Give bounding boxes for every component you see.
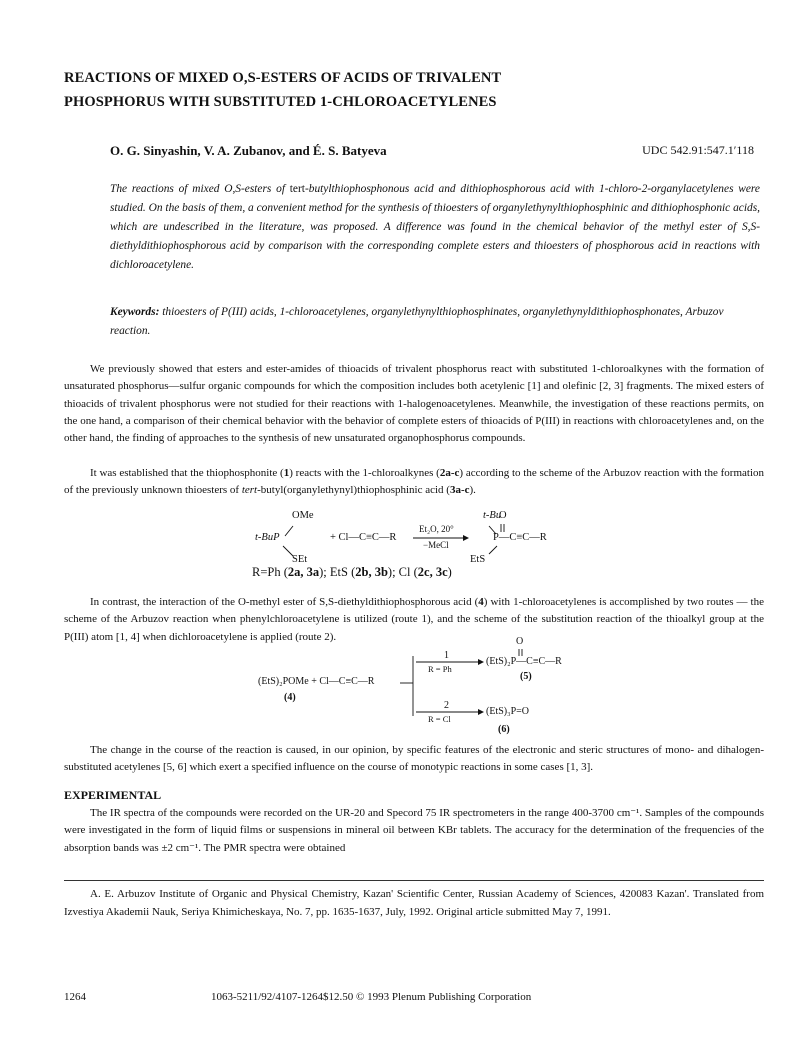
paragraph-experimental: The IR spectra of the compounds were recorded on the UR-20 and Specord 75 IR spectrometers in the range 400-3700 cm⁻¹. Samples of the compounds were investigated in the form of liquid films or suspensions in mineral oil between KBr tablets. The accuracy for the determination of the frequencies of the absorption bands was ±2 cm⁻¹. The PMR spectra were obtained	[64, 807, 764, 854]
compound-5-label: (5)	[520, 671, 532, 682]
conditions-top: Et₂O, 20°	[419, 524, 454, 534]
oxo-group: O	[499, 510, 507, 521]
route-1-condition: R = Ph	[428, 664, 452, 674]
copyright-line: 1063-5211/92/4107-1264$12.50 © 1993 Plenum Publishing Corporation	[211, 991, 532, 1003]
paragraph-thiophosphonite: It was established that the thiophosphonite (1) reacts with the 1-chloroalkynes (2a-c) according to the scheme of the Arbuzov reaction with the formation of the previously unknown thioesters of tert-butyl(organylethynyl)thiophosphinic acid (3a-c).	[64, 467, 765, 497]
scheme-2-reactants: (EtS)₂POMe + Cl—C≡C—R	[258, 676, 375, 687]
compound-6-label: (6)	[498, 724, 510, 735]
udc-code: UDC 542.91:547.1′118	[642, 143, 754, 157]
tbup-group: t-BuP	[255, 532, 280, 543]
keywords-text: thioesters of P(III) acids, 1-chloroacetylenes, organylethynylthiophosphinates, organylethynyldithiophosphonates, Arbuzov reaction.	[110, 306, 724, 337]
ets-group: EtS	[470, 554, 486, 565]
abstract-rest: -butylthiophosphonous acid and dithiophosphorous acid with 1-chloro-2-organylacetylenes were studied. On the basis of them, a convenient method for the synthesis of thioesters of organylethynylthiophosphinic and dithiophosphonic acids, which are undescribed in the literature, was proposed. A difference was found in the chemical behavior of the methyl ester of S,S-diethyldithiophosphorous acid by comparison with the corresponding complete esters and thioesters of phosphorous acid in reactions with dichloroacetylene.	[110, 183, 760, 271]
byline	[110, 143, 760, 163]
keywords	[110, 303, 760, 341]
set-group: SEt	[292, 554, 308, 565]
product-5: (EtS)₂P—C≡C—R	[486, 656, 562, 667]
affiliation-footnote: A. E. Arbuzov Institute of Organic and Physical Chemistry, Kazan' Scientific Center, Russian Academy of Sciences, 420083 Kazan'. Translated from Izvestiya Akademii Nauk, Seriya Khimicheskaya, No. 7, pp. 1635-1637, July, 1992. Original article submitted May 7, 1991.	[64, 888, 764, 918]
substituent-legend: R=Ph (2a, 3a); EtS (2b, 3b); Cl (2c, 3c)	[252, 565, 452, 579]
title-line-2: PHOSPHORUS WITH SUBSTITUTED 1-CHLOROACETYLENES	[64, 94, 497, 110]
abstract-tert: tert	[289, 183, 305, 195]
route-2-number: 2	[444, 700, 449, 711]
compound-4-label: (4)	[284, 692, 296, 703]
reaction-scheme-2	[258, 636, 598, 736]
route-2-condition: R = Cl	[428, 714, 451, 724]
paragraph-routes: In contrast, the interaction of the O-methyl ester of S,S-diethyldithiophosphorous acid (4) with 1-chloroacetylenes is accomplished by two routes — the scheme of the Arbuzov reaction when phenylchloroacetylene is utilized (route 1), and the scheme of the substitution reaction of the thioalkyl group at the P(III) atom [1, 4] when dichloroacetylene is applied (route 2).	[64, 596, 764, 643]
route-1-number: 1	[444, 650, 449, 661]
keywords-label: Keywords:	[110, 306, 160, 318]
page-number: 1264	[64, 991, 86, 1003]
product-3: P—C≡C—R	[493, 532, 547, 543]
product-6: (EtS)₃P=O	[486, 706, 530, 717]
authors: O. G. Sinyashin, V. A. Zubanov, and É. S. Batyeva	[110, 143, 387, 158]
title-line-1: REACTIONS OF MIXED O,S-ESTERS OF ACIDS OF TRIVALENT	[64, 70, 502, 86]
conditions-bottom: −MeCl	[423, 540, 449, 550]
chloroalkyne-reagent: + Cl—C≡C—R	[330, 532, 397, 543]
paragraph-discussion: The change in the course of the reaction is caused, in our opinion, by specific features of the electronic and steric structures of mono- and dihalogen-substituted acetylenes [5, 6] which exert a specified influence on the course of monotypic reactions in some cases [1, 3].	[64, 744, 764, 774]
ome-group: OMe	[292, 510, 314, 521]
section-heading-experimental: EXPERIMENTAL	[64, 788, 162, 802]
article-title	[64, 66, 764, 114]
paragraph-intro: We previously showed that esters and ester-amides of thioacids of trivalent phosphorus react with substituted 1-chloroalkynes with the formation of unsaturated phosphorus—sulfur organic compounds for which the composition includes both acetylenic [1] and olefinic [2, 3] fragments. The mixed esters of thioacids of trivalent phosphorus were not studied for their reactions with 1-halogenoacetylenes. Meanwhile, the investigation of these reactions permits, on the one hand, a comparison of their chemical behavior with the behavior of complete esters of thioacids of P(III) in reactions with chloroacetylenes and, on the other hand, the finding of approaches to the synthesis of new unsaturated organophosphorus compounds.	[64, 363, 764, 445]
abstract	[110, 180, 760, 275]
footnote-divider	[64, 880, 764, 881]
oxo-group-5: O	[516, 636, 524, 647]
tbu-group: t-Bu	[483, 510, 502, 521]
abstract-start: The reactions of mixed O,S-esters of	[110, 183, 290, 195]
